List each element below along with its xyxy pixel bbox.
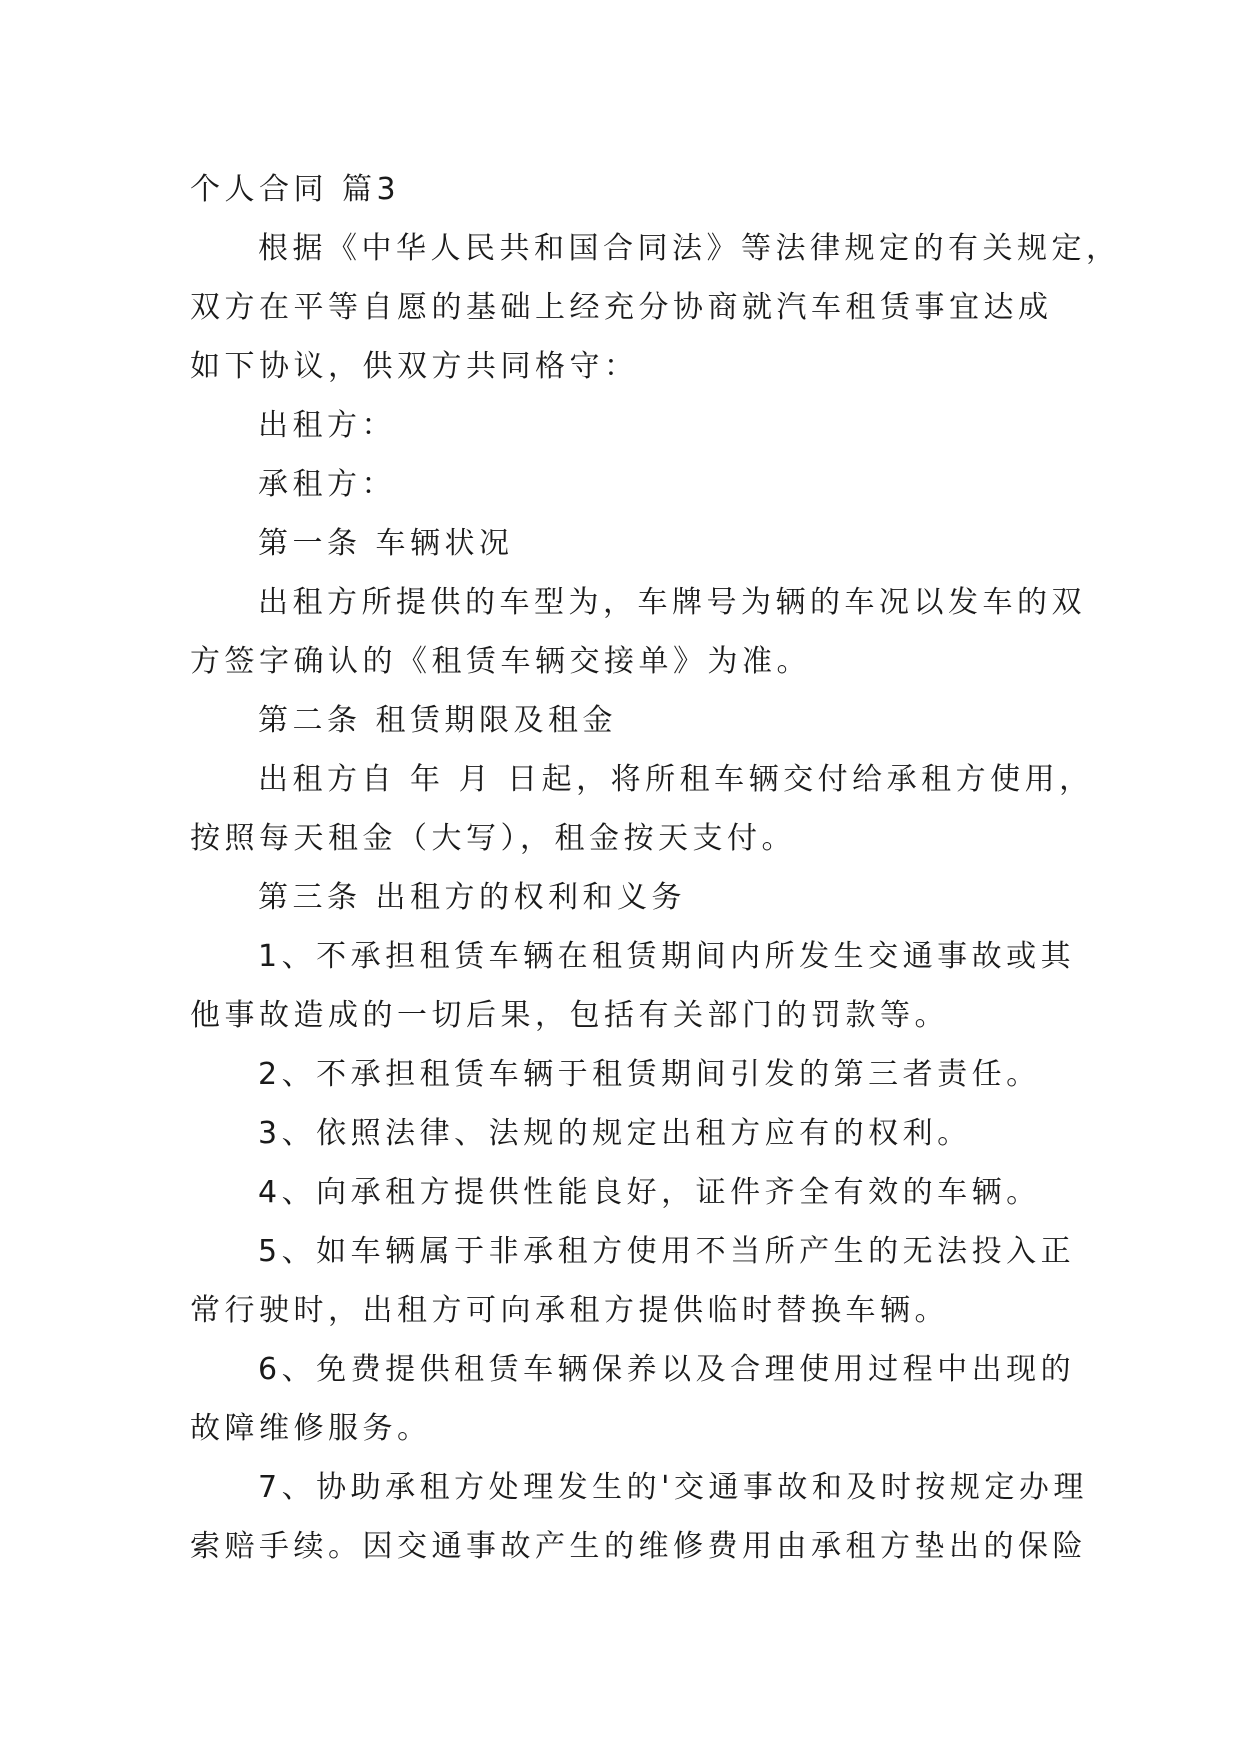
- document-line: 双方在平等自愿的基础上经充分协商就汽车租赁事宜达成: [190, 290, 1053, 325]
- document-line: 5、如车辆属于非承租方使用不当所产生的无法投入正: [258, 1234, 1076, 1269]
- document-title: 个人合同 篇3: [190, 172, 401, 207]
- document-line: 2、不承担租赁车辆于租赁期间引发的第三者责任。: [258, 1057, 1041, 1092]
- document-line: 常行驶时，出租方可向承租方提供临时替换车辆。: [190, 1293, 949, 1328]
- document-line: 方签字确认的《租赁车辆交接单》为准。: [190, 644, 811, 679]
- document-line: 按照每天租金（大写），租金按天支付。: [190, 821, 796, 856]
- document-line: 他事故造成的一切后果，包括有关部门的罚款等。: [190, 998, 949, 1033]
- document-line: 出租方自 年 月 日起，将所租车辆交付给承租方使用，: [258, 762, 1094, 797]
- document-line: 3、依照法律、法规的规定出租方应有的权利。: [258, 1116, 972, 1151]
- document-line: 第二条 租赁期限及租金: [258, 703, 618, 738]
- document-line: 4、向承租方提供性能良好，证件齐全有效的车辆。: [258, 1175, 1041, 1210]
- document-line: 故障维修服务。: [190, 1411, 432, 1446]
- document-line: 1、不承担租赁车辆在租赁期间内所发生交通事故或其: [258, 939, 1076, 974]
- document-line: 根据《中华人民共和国合同法》等法律规定的有关规定，: [258, 231, 1121, 266]
- document-line: 如下协议，供双方共同格守：: [190, 349, 639, 384]
- document-line: 6、免费提供租赁车辆保养以及合理使用过程中出现的: [258, 1352, 1076, 1387]
- document-line: 第三条 出租方的权利和义务: [258, 880, 687, 915]
- document-line: 索赔手续。因交通事故产生的维修费用由承租方垫出的保险: [190, 1529, 1087, 1564]
- document-line: 出租方所提供的车型为，车牌号为辆的车况以发车的双: [258, 585, 1086, 620]
- document-line: 7、协助承租方处理发生的'交通事故和及时按规定办理: [258, 1470, 1088, 1505]
- document-line: 承租方：: [258, 467, 396, 502]
- document-page: [190, 160, 1121, 1576]
- document-body: [190, 219, 1121, 1576]
- document-line: 第一条 车辆状况: [258, 526, 514, 561]
- document-line: 出租方：: [258, 408, 396, 443]
